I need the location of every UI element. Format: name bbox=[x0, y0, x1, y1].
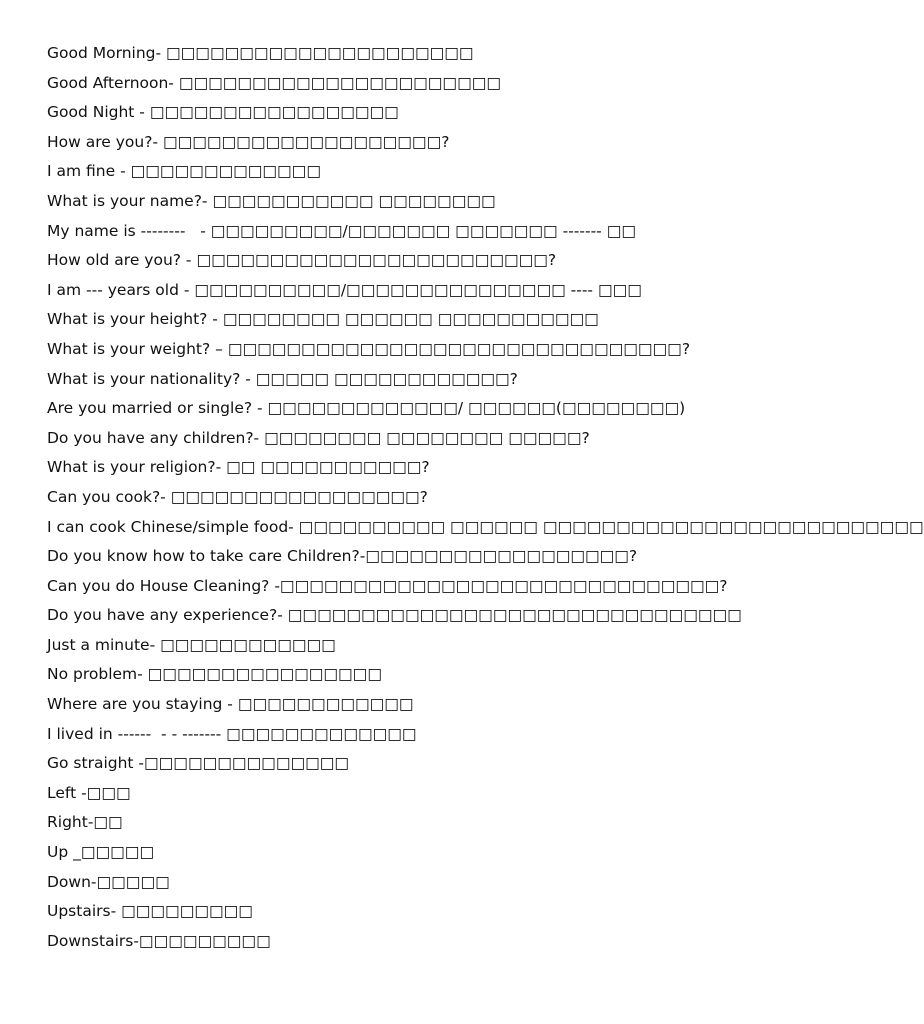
phrase-line: I am fine - □□□□□□□□□□□□□ bbox=[47, 162, 321, 181]
phrase-line: Can you do House Cleaning? -□□□□□□□□□□□□□□□□□□□□□□□□□□□□□□? bbox=[47, 576, 728, 595]
phrase-line: What is your weight? – □□□□□□□□□□□□□□□□□□□□□□□□□□□□□□□? bbox=[47, 339, 691, 358]
phrase-line: Where are you staying - □□□□□□□□□□□□ bbox=[47, 695, 414, 714]
phrase-line: I am --- years old - □□□□□□□□□□/□□□□□□□□□□□□□□□ ---- □□□ bbox=[47, 280, 642, 299]
phrase-line: I lived in ------ - - ------- □□□□□□□□□□□□□ bbox=[47, 724, 417, 743]
phrase-line: What is your name?- □□□□□□□□□□□ □□□□□□□□ bbox=[47, 191, 496, 210]
phrase-line: Right-□□ bbox=[47, 813, 123, 832]
phrase-line: Good Afternoon- □□□□□□□□□□□□□□□□□□□□□□ bbox=[47, 73, 502, 92]
phrase-line: My name is -------- - □□□□□□□□□/□□□□□□□ □□□□□□□ ------- □□ bbox=[47, 221, 636, 240]
phrase-line: How are you?- □□□□□□□□□□□□□□□□□□□? bbox=[47, 132, 450, 151]
phrase-line: Do you know how to take care Children?-□□□□□□□□□□□□□□□□□□? bbox=[47, 547, 638, 566]
phrase-line: Do you have any children?- □□□□□□□□ □□□□□□□□ □□□□□? bbox=[47, 428, 590, 447]
phrase-list bbox=[47, 40, 924, 957]
phrase-line: What is your height? - □□□□□□□□ □□□□□□ □□□□□□□□□□□ bbox=[47, 310, 599, 329]
phrase-line: What is your religion?- □□ □□□□□□□□□□□? bbox=[47, 458, 430, 477]
phrase-line: Upstairs- □□□□□□□□□ bbox=[47, 902, 253, 921]
phrase-line: Are you married or single? - □□□□□□□□□□□□□/ □□□□□□(□□□□□□□□) bbox=[47, 399, 686, 418]
phrase-line: What is your nationality? - □□□□□ □□□□□□□□□□□□? bbox=[47, 369, 518, 388]
phrase-line: Can you cook?- □□□□□□□□□□□□□□□□□? bbox=[47, 487, 428, 506]
phrase-line: Just a minute- □□□□□□□□□□□□ bbox=[47, 635, 336, 654]
phrase-line: Left -□□□ bbox=[47, 783, 131, 802]
phrase-line: Do you have any experience?- □□□□□□□□□□□□□□□□□□□□□□□□□□□□□□□ bbox=[47, 606, 742, 625]
phrase-line: Go straight -□□□□□□□□□□□□□□ bbox=[47, 754, 350, 773]
phrase-line: Good Night - □□□□□□□□□□□□□□□□□ bbox=[47, 103, 399, 122]
phrase-line: No problem- □□□□□□□□□□□□□□□□ bbox=[47, 665, 382, 684]
phrase-line: I can cook Chinese/simple food- □□□□□□□□□□ □□□□□□ □□□□□□□□□□□□□□□□□□□□□□□□□□ bbox=[47, 517, 924, 536]
phrase-line: Up _□□□□□ bbox=[47, 843, 155, 862]
phrase-line: Down-□□□□□ bbox=[47, 872, 170, 891]
phrase-line: How old are you? - □□□□□□□□□□□□□□□□□□□□□□□□? bbox=[47, 251, 557, 270]
phrase-line: Good Morning- □□□□□□□□□□□□□□□□□□□□□ bbox=[47, 44, 474, 62]
phrase-line: Downstairs-□□□□□□□□□ bbox=[47, 931, 271, 950]
